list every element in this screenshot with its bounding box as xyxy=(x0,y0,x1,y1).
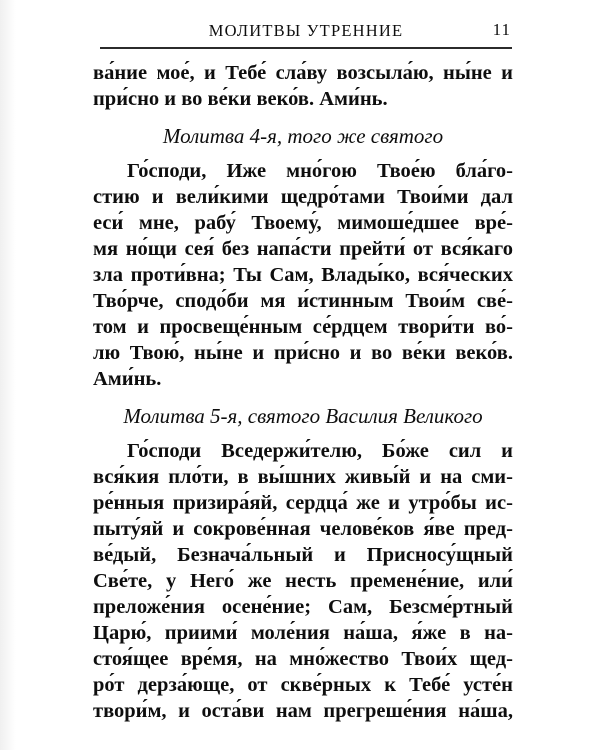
text-line: ре́нныя призира́яй, сердца́ же и утро́бы ис- xyxy=(93,492,513,514)
text-block xyxy=(93,60,513,724)
text-line: Све́те, у Него́ же несть премене́ние, или́ xyxy=(93,570,513,592)
text-line: том и просвеще́нным се́рдцем твори́ти во́- xyxy=(93,316,513,338)
paragraph-continuation xyxy=(93,60,513,112)
text-line: твори́м, и оста́ви нам прегреше́ния на́ша, xyxy=(93,700,513,722)
prayer-5-text xyxy=(93,438,513,724)
text-line: при́сно и во ве́ки веко́в. Ами́нь. xyxy=(93,88,388,110)
text-line: Царю́, приими́ моле́ния на́ша, я́же в на- xyxy=(93,622,513,644)
page-number: 11 xyxy=(492,20,511,39)
text-line: Тво́рче, сподо́би мя и́стинным Твои́м све́- xyxy=(93,290,513,312)
running-title: МОЛИТВЫ УТРЕННИЕ xyxy=(208,21,404,40)
text-line: ва́ние мое́, и Тебе́ сла́ву возсыла́ю, ны́не и xyxy=(93,62,513,84)
prayer-5-heading: Молитва 5-я, святого Василия Великого xyxy=(123,404,483,428)
text-line: зла проти́вна; Ты Сам, Влады́ко, вся́ческих xyxy=(93,264,513,286)
text-line: преложе́ния осене́ние; Сам, Безсме́ртный xyxy=(93,596,513,618)
text-line: пыту́яй и сокрове́нная челове́ков я́ве пред- xyxy=(93,518,513,540)
text-line: ро́т дерза́юще, от скве́рных к Тебе́ усте́н xyxy=(93,674,513,696)
text-line: ве́дый, Безнача́льный и Присносу́щный xyxy=(93,544,513,566)
text-line: Го́споди Вседержи́телю, Бо́же сил и xyxy=(127,440,513,462)
prayer-4-text xyxy=(93,158,513,392)
text-line: еси́ мне, рабу́ Твоему́, мимоше́дшее вре́- xyxy=(93,212,513,234)
text-line: стию и вели́кими щедро́тами Твои́ми дал xyxy=(93,186,513,208)
page-header xyxy=(100,20,512,49)
text-line: стоя́щее вре́мя, на мно́жество Твои́х щед- xyxy=(93,648,513,670)
text-line: Го́споди, Иже мно́гою Твое́ю бла́го- xyxy=(127,160,513,182)
prayer-4-heading: Молитва 4-я, того же святого xyxy=(162,124,444,148)
text-line: вся́кия пло́ти, в вы́шних живы́й и на сми- xyxy=(93,466,513,488)
text-line: мя но́щи сея́ без напа́сти прейти́ от вся́каго xyxy=(93,238,513,260)
text-line: лю Твою́, ны́не и при́сно и во ве́ки веко́в. xyxy=(93,342,513,364)
text-line: Ами́нь. xyxy=(93,368,162,390)
